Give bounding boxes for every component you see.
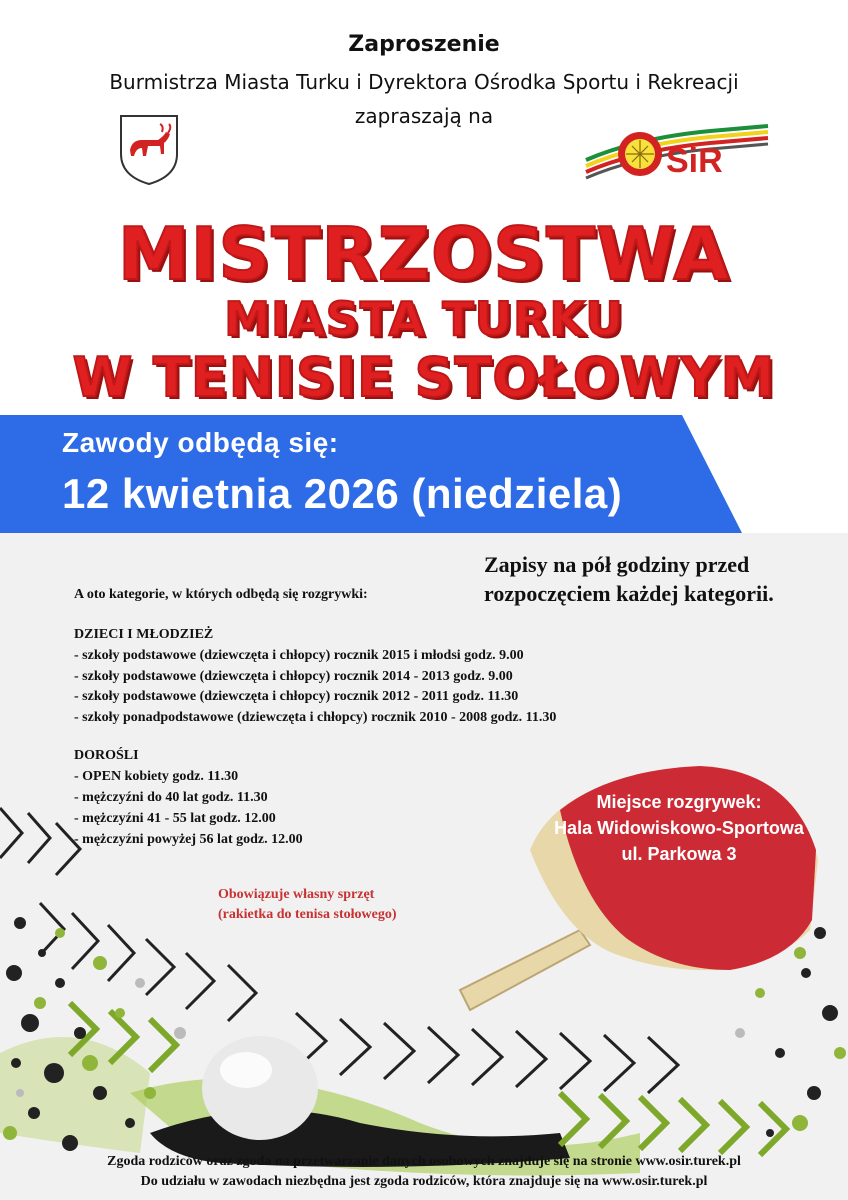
- headline-line-2: MIASTA TURKU: [224, 292, 624, 346]
- headline-line-1: MISTRZOSTWA: [117, 212, 731, 296]
- invitation-subline: zapraszają na: [354, 104, 494, 128]
- venue-label: Miejsce rozgrywek:: [596, 792, 762, 812]
- invitation-title: Zaproszenie: [348, 32, 500, 57]
- youth-item: - szkoły ponadpodstawowe (dziewczęta i chłopcy) rocznik 2010 - 2008 godz. 11.30: [74, 710, 557, 725]
- headline-line-3: W TENISIE STOŁOWYM: [72, 346, 776, 409]
- youth-item: - szkoły podstawowe (dziewczęta i chłopcy) rocznik 2014 - 2013 godz. 9.00: [74, 669, 513, 684]
- youth-item: - szkoły podstawowe (dziewczęta i chłopcy) rocznik 2015 i młodsi godz. 9.00: [74, 648, 524, 663]
- ping-pong-ball-icon: [198, 1032, 322, 1142]
- adults-item: - mężczyźni do 40 lat godz. 11.30: [74, 790, 268, 805]
- osir-logo-text: SiR: [666, 142, 723, 180]
- venue-address: ul. Parkowa 3: [621, 844, 737, 864]
- registration-note: [484, 550, 774, 608]
- osir-logo-icon: [582, 116, 772, 186]
- registration-line-2: rozpoczęciem każdej kategorii.: [484, 581, 774, 606]
- equipment-note-line-1: Obowiązuje własny sprzęt: [218, 887, 375, 902]
- event-date: 12 kwietnia 2026 (niedziela): [62, 470, 623, 517]
- categories-intro: A oto kategorie, w których odbędą się rozgrywki:: [74, 587, 368, 602]
- registration-line-1: Zapisy na pół godziny przed: [484, 552, 750, 577]
- adults-item: - mężczyźni powyżej 56 lat godz. 12.00: [74, 832, 303, 847]
- equipment-note-line-2: (rakietka do tenisa stołowego): [218, 907, 397, 922]
- youth-item: - szkoły podstawowe (dziewczęta i chłopcy) rocznik 2012 - 2011 godz. 11.30: [74, 689, 519, 704]
- adults-item: - mężczyźni 41 - 55 lat godz. 12.00: [74, 811, 276, 826]
- invitation-hosts: Burmistrza Miasta Turku i Dyrektora Ośrodka Sportu i Rekreacji: [109, 70, 739, 94]
- venue-name: Hala Widowiskowo-Sportowa: [554, 818, 804, 838]
- adults-heading: DOROŚLI: [74, 748, 139, 763]
- banner-label: Zawody odbędą się:: [62, 427, 339, 458]
- turek-crest-icon: [118, 112, 180, 186]
- footer-line-2: Do udziału w zawodach niezbędna jest zgoda rodziców, która znajduje się na www.osir.turek.pl: [140, 1174, 708, 1189]
- youth-heading: DZIECI I MŁODZIEŻ: [74, 627, 214, 642]
- adults-item: - OPEN kobiety godz. 11.30: [74, 769, 239, 784]
- footer-line-1: Zgoda rodziców oraz zgoda na przetwarzanie danych osobowych znajduje się na stronie www.osir.turek.pl: [107, 1154, 741, 1169]
